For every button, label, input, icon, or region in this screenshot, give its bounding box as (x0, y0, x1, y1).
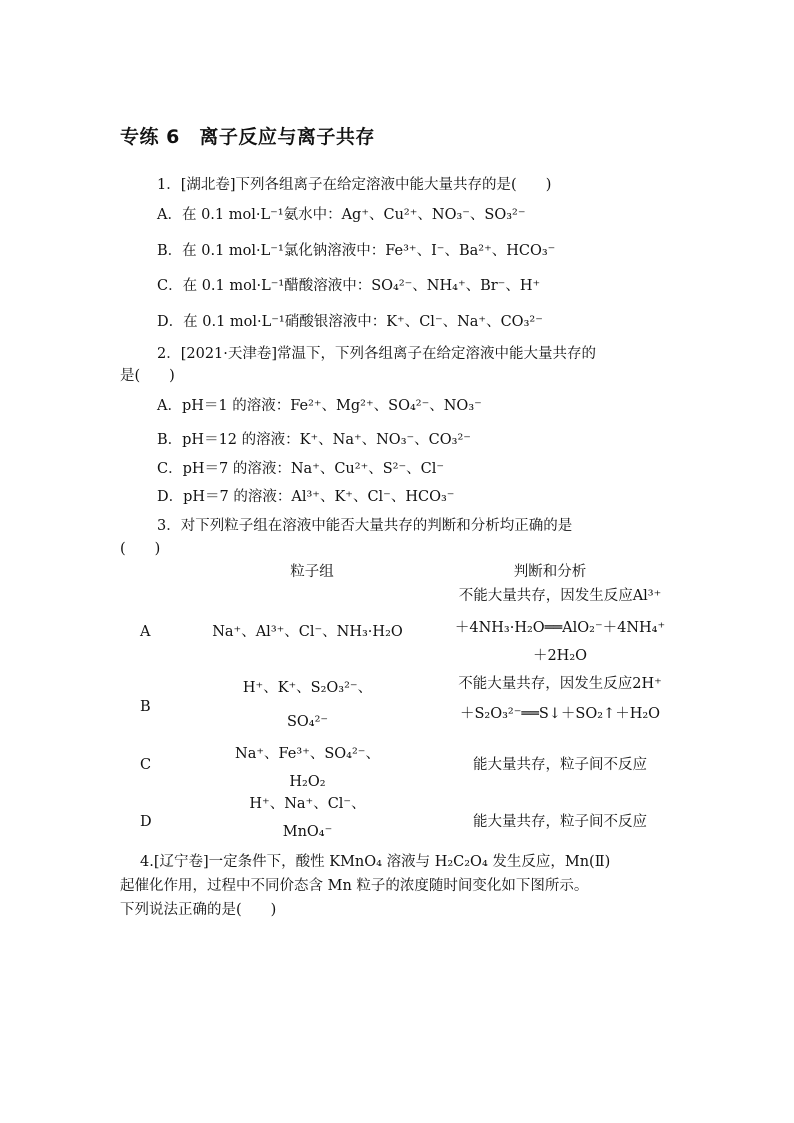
table-row-b-group-line2: SO₄²⁻ (286, 714, 329, 730)
table-row-label-d: D (140, 814, 152, 830)
q3-stem-line2: ( ) (120, 541, 161, 557)
q2-option-b: B．pH＝12 的溶液：K⁺、Na⁺、NO₃⁻、CO₃²⁻ (157, 432, 471, 448)
table-row-d-group-line2: MnO₄⁻ (282, 824, 333, 840)
table-row-c-group-line2: H₂O₂ (289, 774, 326, 790)
q2-option-d: D．pH＝7 的溶液：Al³⁺、K⁺、Cl⁻、HCO₃⁻ (157, 489, 455, 505)
q2-option-c: C．pH＝7 的溶液：Na⁺、Cu²⁺、S²⁻、Cl⁻ (157, 461, 445, 477)
table-row-a-judge-line2: ＋4NH₃·H₂O══AlO₂⁻＋4NH₄⁺ (454, 620, 666, 636)
table-row-label-c: C (140, 757, 152, 773)
table-row-b-judge-line1: 不能大量共存，因发生反应2H⁺ (458, 676, 662, 692)
q4-line3: 下列说法正确的是( ) (120, 902, 277, 918)
q3-stem-line1: 3．对下列粒子组在溶液中能否大量共存的判断和分析均正确的是 (157, 518, 573, 534)
table-row-c-group-line1: Na⁺、Fe³⁺、SO₄²⁻、 (235, 746, 380, 762)
table-row-a-judge-line3: ＋2H₂O (532, 648, 588, 664)
table-header-judge: 判断和分析 (513, 564, 587, 580)
table-header-group: 粒子组 (290, 564, 334, 580)
q1-option-d: D．在 0.1 mol·L⁻¹硝酸银溶液中：K⁺、Cl⁻、Na⁺、CO₃²⁻ (157, 314, 543, 330)
q2-option-a: A．pH＝1 的溶液：Fe²⁺、Mg²⁺、SO₄²⁻、NO₃⁻ (157, 398, 482, 414)
table-row-d-group-line1: H⁺、Na⁺、Cl⁻、 (249, 796, 366, 812)
q1-stem: 1．[湖北卷]下列各组离子在给定溶液中能大量共存的是( ) (157, 177, 552, 193)
q1-option-a: A．在 0.1 mol·L⁻¹氨水中：Ag⁺、Cu²⁺、NO₃⁻、SO₃²⁻ (157, 207, 526, 223)
q1-option-b: B．在 0.1 mol·L⁻¹氯化钠溶液中：Fe³⁺、I⁻、Ba²⁺、HCO₃⁻ (157, 243, 556, 259)
table-row-c-judge: 能大量共存，粒子间不反应 (473, 757, 647, 773)
q4-line2: 起催化作用，过程中不同价态含 Mn 粒子的浓度随时间变化如下图所示。 (120, 878, 589, 894)
q4-line1: 4.[辽宁卷]一定条件下，酸性 KMnO₄ 溶液与 H₂C₂O₄ 发生反应，Mn(Ⅱ) (140, 854, 611, 870)
q2-stem-line2: 是( ) (120, 368, 175, 384)
q2-stem-line1: 2．[2021·天津卷]常温下，下列各组离子在给定溶液中能大量共存的 (157, 346, 597, 362)
q1-option-c: C．在 0.1 mol·L⁻¹醋酸溶液中：SO₄²⁻、NH₄⁺、Br⁻、H⁺ (157, 278, 541, 294)
table-row-label-a: A (140, 624, 151, 640)
page-title: 专练 6 离子反应与离子共存 (120, 126, 375, 148)
table-row-d-judge: 能大量共存，粒子间不反应 (473, 814, 647, 830)
table-row-label-b: B (140, 699, 151, 715)
table-row-b-judge-line2: ＋S₂O₃²⁻══S↓＋SO₂↑＋H₂O (459, 706, 661, 722)
table-row-a-judge-line1: 不能大量共存，因发生反应Al³⁺ (458, 588, 662, 604)
table-row-a-group: Na⁺、Al³⁺、Cl⁻、NH₃·H₂O (212, 624, 403, 640)
table-row-b-group-line1: H⁺、K⁺、S₂O₃²⁻、 (242, 680, 373, 696)
